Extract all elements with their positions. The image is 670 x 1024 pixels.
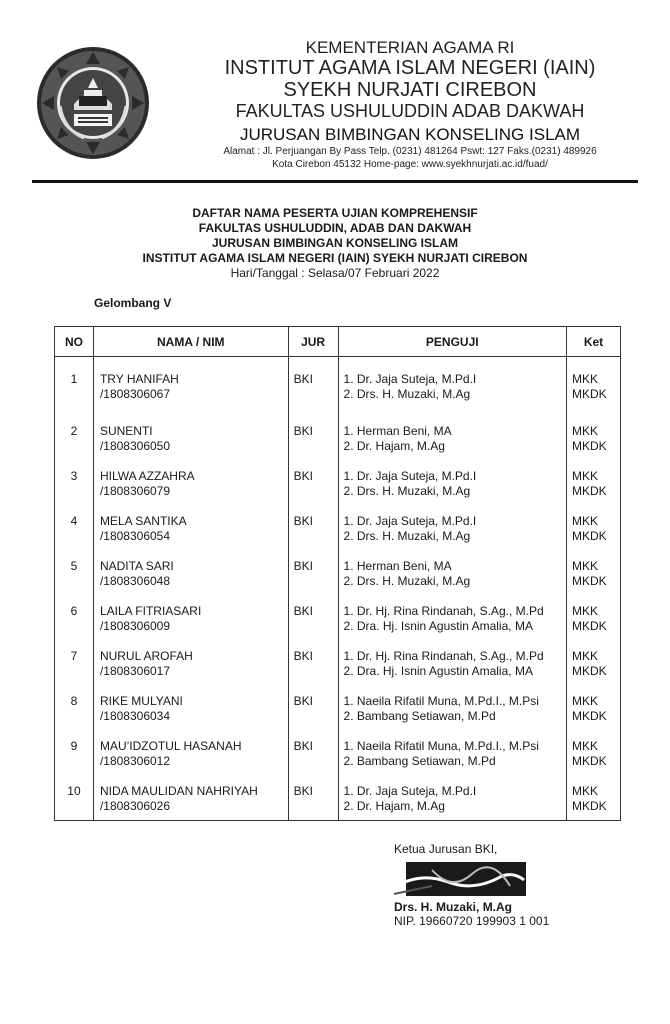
row-number: 1 [55, 357, 94, 409]
title-line-2: FAKULTAS USHULUDDIN, ADAB DAN DAKWAH [198, 221, 472, 235]
participant-nim: /1808306079 [99, 483, 171, 498]
participant-name: LAILA FITRIASARI [99, 603, 202, 618]
examiner-2: 2. Bambang Setiawan, M.Pd [343, 753, 496, 768]
examiners-cell [338, 769, 566, 821]
participant-nim: /1808306026 [99, 798, 171, 813]
remarks-cell [567, 724, 621, 769]
examiner-2: 2. Dra. Hj. Isnin Agustin Amalia, MA [343, 618, 533, 633]
participant-cell [93, 544, 288, 589]
row-number: 2 [55, 409, 94, 454]
iain-seal-logo-icon [34, 44, 152, 162]
participant-name: MAU’IDZOTUL HASANAH [99, 738, 242, 753]
letterhead [0, 0, 670, 190]
header-nama-nim: NAMA / NIM [93, 327, 288, 357]
remark-1: MKK [572, 738, 599, 753]
examiner-2: 2. Drs. H. Muzaki, M.Ag [343, 483, 471, 498]
examiner-1: 1. Dr. Hj. Rina Rindanah, S.Ag., M.Pd [343, 648, 544, 663]
examiner-2: 2. Drs. H. Muzaki, M.Ag [343, 573, 471, 588]
department-code: BKI [288, 357, 338, 409]
title-line-3: JURUSAN BIMBINGAN KONSELING ISLAM [211, 236, 458, 250]
remark-2: MKDK [572, 663, 607, 678]
department-code: BKI [288, 544, 338, 589]
remark-2: MKDK [572, 483, 607, 498]
row-number: 10 [55, 769, 94, 821]
signer-nip: NIP. 19660720 199903 1 001 [394, 914, 550, 928]
row-number: 7 [55, 634, 94, 679]
wave-label: Gelombang V [94, 296, 172, 310]
signer-role: Ketua Jurusan BKI, [394, 842, 498, 856]
examiner-1: 1. Herman Beni, MA [343, 423, 452, 438]
table-row [55, 544, 621, 589]
remarks-cell [567, 357, 621, 409]
participant-cell [93, 679, 288, 724]
examiners-cell [338, 409, 566, 454]
table-row [55, 499, 621, 544]
remark-1: MKK [572, 648, 599, 663]
row-number: 6 [55, 589, 94, 634]
table-row [55, 589, 621, 634]
remark-1: MKK [572, 783, 599, 798]
remark-1: MKK [572, 468, 599, 483]
department-code: BKI [288, 454, 338, 499]
participant-cell [93, 769, 288, 821]
participant-nim: /1808306048 [99, 573, 171, 588]
examiner-1: 1. Dr. Jaja Suteja, M.Pd.I [343, 468, 477, 483]
department-code: BKI [288, 499, 338, 544]
examiner-1: 1. Dr. Hj. Rina Rindanah, S.Ag., M.Pd [343, 603, 544, 618]
header-jur: JUR [288, 327, 338, 357]
table-row [55, 769, 621, 821]
participant-table [54, 326, 621, 821]
participant-nim: /1808306067 [99, 387, 171, 401]
participant-name: RIKE MULYANI [99, 693, 183, 708]
examiner-1: 1. Naeila Rifatil Muna, M.Pd.I., M.Psi [343, 738, 539, 753]
signer-name: Drs. H. Muzaki, M.Ag [394, 900, 513, 914]
remarks-cell [567, 769, 621, 821]
ministry-name: KEMENTERIAN AGAMA RI [305, 38, 515, 57]
remarks-cell [567, 454, 621, 499]
row-number: 3 [55, 454, 94, 499]
remarks-cell [567, 679, 621, 724]
examiner-1: 1. Dr. Jaja Suteja, M.Pd.I [343, 372, 477, 386]
table-row [55, 357, 621, 409]
remark-1: MKK [572, 693, 599, 708]
header-no: NO [55, 327, 94, 357]
letterhead-divider [32, 180, 638, 183]
remark-2: MKDK [572, 798, 607, 813]
header-ket: Ket [567, 327, 621, 357]
department-code: BKI [288, 724, 338, 769]
table-row [55, 454, 621, 499]
participant-name: TRY HANIFAH [99, 372, 179, 386]
examiners-cell [338, 357, 566, 409]
header-penguji: PENGUJI [338, 327, 566, 357]
examiner-2: 2. Dr. Hajam, M.Ag [343, 798, 445, 813]
faculty-name: FAKULTAS USHULUDDIN ADAB DAKWAH [235, 101, 585, 121]
remark-2: MKDK [572, 528, 607, 543]
participant-name: HILWA AZZAHRA [99, 468, 195, 483]
examiner-2: 2. Drs. H. Muzaki, M.Ag [343, 387, 471, 401]
institute-subname: SYEKH NURJATI CIREBON [283, 79, 537, 101]
examiners-cell [338, 589, 566, 634]
participant-name: SUNENTI [99, 423, 153, 438]
institute-name: INSTITUT AGAMA ISLAM NEGERI (IAIN) [224, 57, 596, 79]
row-number: 9 [55, 724, 94, 769]
remarks-cell [567, 634, 621, 679]
examiners-cell [338, 724, 566, 769]
examiner-2: 2. Bambang Setiawan, M.Pd [343, 708, 496, 723]
remarks-cell [567, 589, 621, 634]
participant-nim: /1808306054 [99, 528, 171, 543]
participant-name: NURUL AROFAH [99, 648, 193, 663]
remark-1: MKK [572, 513, 599, 528]
examiners-cell [338, 679, 566, 724]
remark-2: MKDK [572, 708, 607, 723]
department-code: BKI [288, 679, 338, 724]
handwritten-signature-icon [392, 856, 530, 902]
remark-2: MKDK [572, 618, 607, 633]
participant-name: MELA SANTIKA [99, 513, 187, 528]
remark-2: MKDK [572, 438, 607, 453]
address-line: Alamat : Jl. Perjuangan By Pass Telp. (0231) 481264 Pswt: 127 Faks.(0231) 489926 [223, 146, 597, 157]
examiner-2: 2. Dra. Hj. Isnin Agustin Amalia, MA [343, 663, 533, 678]
table-row [55, 409, 621, 454]
department-code: BKI [288, 409, 338, 454]
city-line: Kota Cirebon 45132 Home-page: www.syekhnurjati.ac.id/fuad/ [272, 159, 548, 170]
participant-cell [93, 409, 288, 454]
examiner-2: 2. Dr. Hajam, M.Ag [343, 438, 445, 453]
participant-cell [93, 357, 288, 409]
row-number: 5 [55, 544, 94, 589]
remarks-cell [567, 499, 621, 544]
participant-cell [93, 589, 288, 634]
examiner-2: 2. Drs. H. Muzaki, M.Ag [343, 528, 471, 543]
participant-cell [93, 454, 288, 499]
table-row [55, 724, 621, 769]
letterhead-text [150, 38, 670, 171]
exam-date: Hari/Tanggal : Selasa/07 Februari 2022 [230, 266, 440, 280]
department-name: JURUSAN BIMBINGAN KONSELING ISLAM [239, 125, 581, 144]
examiners-cell [338, 499, 566, 544]
participant-nim: /1808306050 [99, 438, 171, 453]
row-number: 8 [55, 679, 94, 724]
department-code: BKI [288, 589, 338, 634]
document-title [0, 206, 670, 281]
row-number: 4 [55, 499, 94, 544]
department-code: BKI [288, 634, 338, 679]
examiner-1: 1. Dr. Jaja Suteja, M.Pd.I [343, 513, 477, 528]
title-line-4: INSTITUT AGAMA ISLAM NEGERI (IAIN) SYEKH NURJATI CIREBON [142, 251, 528, 265]
remark-2: MKDK [572, 573, 607, 588]
remark-1: MKK [572, 372, 599, 386]
participant-cell [93, 724, 288, 769]
examiners-cell [338, 544, 566, 589]
participant-nim: /1808306012 [99, 753, 171, 768]
participant-cell [93, 499, 288, 544]
participant-cell [93, 634, 288, 679]
remark-2: MKDK [572, 753, 607, 768]
department-code: BKI [288, 769, 338, 821]
participant-name: NADITA SARI [99, 558, 174, 573]
examiner-1: 1. Herman Beni, MA [343, 558, 452, 573]
participant-nim: /1808306017 [99, 663, 171, 678]
remarks-cell [567, 544, 621, 589]
participant-nim: /1808306034 [99, 708, 171, 723]
remark-1: MKK [572, 603, 599, 618]
title-line-1: DAFTAR NAMA PESERTA UJIAN KOMPREHENSIF [192, 206, 478, 220]
remark-2: MKDK [572, 387, 607, 401]
table-row [55, 634, 621, 679]
table-row [55, 679, 621, 724]
table-header-row [55, 327, 621, 357]
remarks-cell [567, 409, 621, 454]
remark-1: MKK [572, 423, 599, 438]
remark-1: MKK [572, 558, 599, 573]
participant-nim: /1808306009 [99, 618, 171, 633]
signature-block [394, 842, 497, 857]
examiner-1: 1. Naeila Rifatil Muna, M.Pd.I., M.Psi [343, 693, 539, 708]
participant-name: NIDA MAULIDAN NAHRIYAH [99, 783, 258, 798]
examiners-cell [338, 454, 566, 499]
examiners-cell [338, 634, 566, 679]
examiner-1: 1. Dr. Jaja Suteja, M.Pd.I [343, 783, 477, 798]
